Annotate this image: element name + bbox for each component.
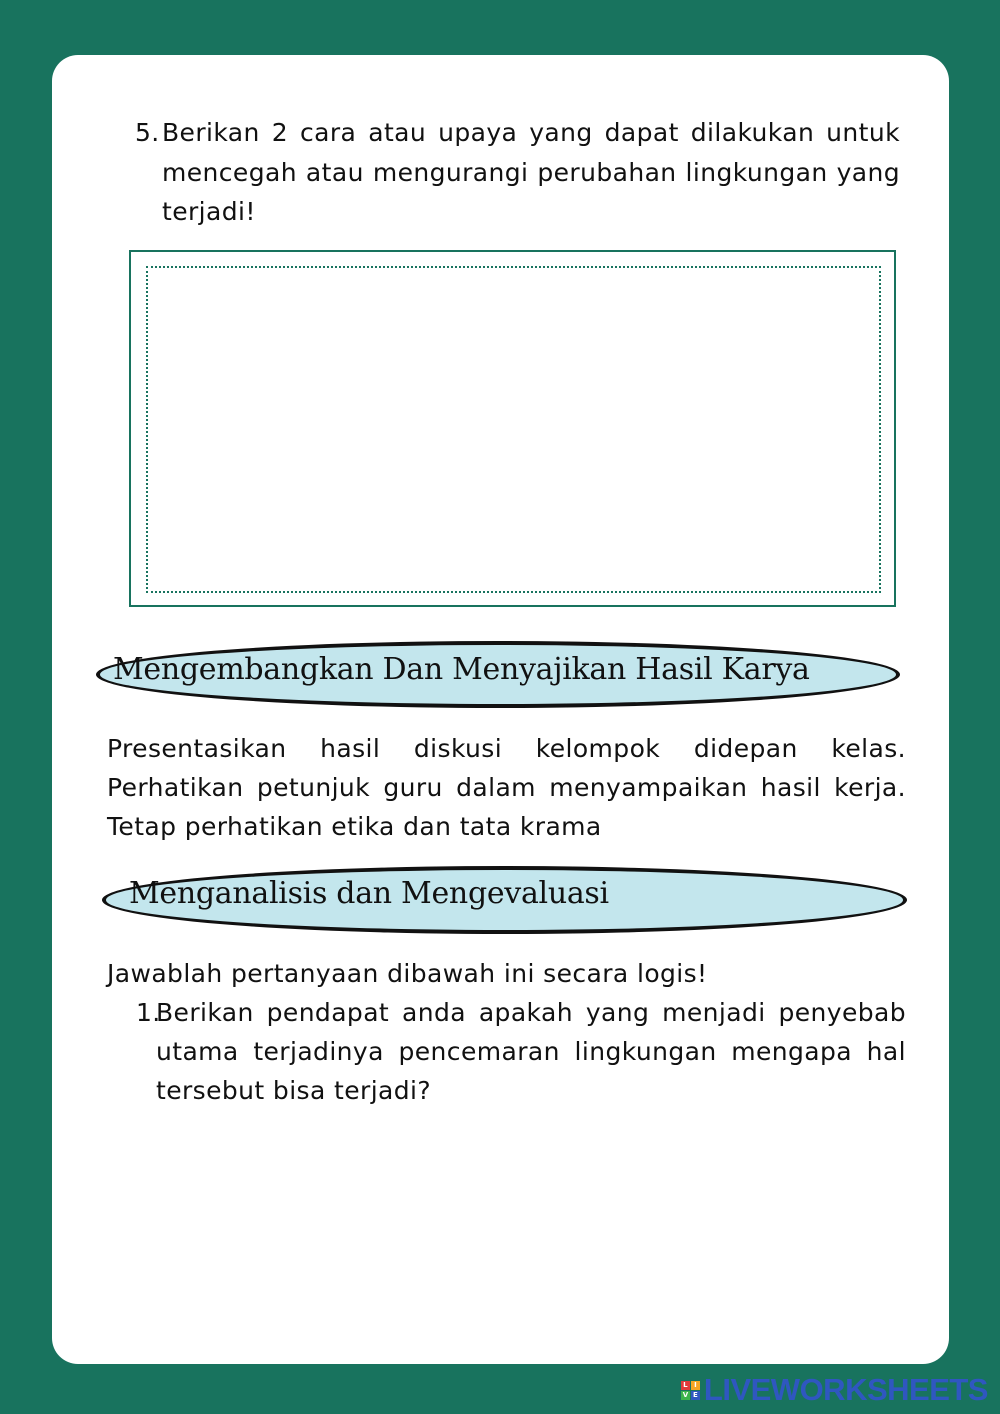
- liveworksheets-watermark: [681, 1373, 988, 1407]
- presentation-instructions: Presentasikan hasil diskusi kelompok didepan kelas. Perhatikan petunjuk guru dalam menyampaikan hasil kerja. Tetap perhatikan etika dan tata krama: [107, 734, 906, 841]
- question-1: [136, 993, 906, 1110]
- section-heading-develop: Mengembangkan Dan Menyajikan Hasil Karya: [113, 652, 810, 687]
- section-heading-analyze: Menganalisis dan Mengevaluasi: [129, 876, 609, 911]
- answer-box-question-5[interactable]: [129, 250, 896, 607]
- analysis-intro: Jawablah pertanyaan dibawah ini secara logis!: [107, 959, 708, 988]
- question-5: [135, 113, 900, 232]
- liveworksheets-logo-icon: L I V E: [681, 1381, 700, 1400]
- liveworksheets-logo-text: LIVEWORKSHEETS: [703, 1372, 988, 1407]
- question-1-text: Berikan pendapat anda apakah yang menjadi penyebab utama terjadinya pencemaran lingkungan mengapa hal tersebut bisa terjadi?: [156, 998, 906, 1105]
- question-5-number: 5.: [135, 118, 160, 147]
- answer-box-inner-border: [146, 266, 881, 593]
- question-1-number: 1.: [136, 998, 161, 1027]
- question-5-text: Berikan 2 cara atau upaya yang dapat dilakukan untuk mencegah atau mengurangi perubahan lingkungan yang terjadi!: [162, 118, 900, 226]
